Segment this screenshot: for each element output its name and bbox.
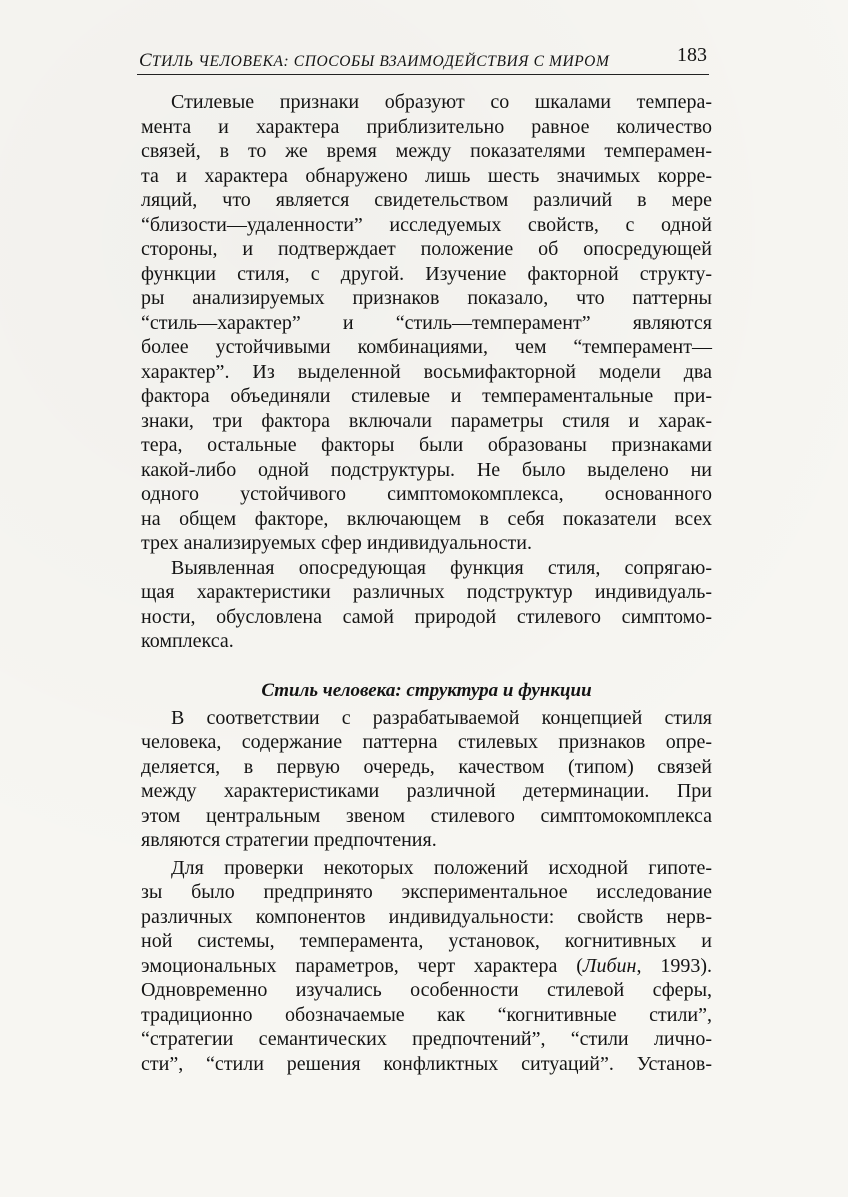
text-line: ности, обусловлена самой природой стилевого симптомо-: [141, 605, 712, 628]
text-line: знаки, три фактора включали параметры стиля и харак-: [141, 409, 712, 432]
text-line: “стиль—характер” и “стиль—темперамент” являются: [141, 311, 712, 334]
text-line: связей, в то же время между показателями темперамен-: [141, 140, 712, 162]
text-line: человека, содержание паттерна стилевых признаков опре-: [141, 731, 712, 753]
text-line: Одновременно изучались особенности стилевой сферы,: [141, 979, 712, 1001]
paragraph-1: [141, 90, 712, 556]
text-line-with-citation: [141, 954, 712, 979]
running-header-initial: С: [139, 50, 152, 71]
citation-suffix: , 1993).: [636, 954, 712, 977]
text-line: между характеристиками различной детерминации. При: [141, 780, 712, 802]
paragraph-4: [141, 856, 712, 1077]
text-line: более устойчивыми комбинациями, чем “темперамент—: [141, 336, 712, 358]
text-line: трех анализируемых сфер индивидуальности.: [141, 532, 532, 554]
paragraph-2: [141, 556, 712, 654]
text-line: традиционно обозначаемые как “когнитивные стили”,: [141, 1003, 712, 1026]
text-line: являются стратегии предпочтения.: [141, 829, 437, 851]
text-line: “стратегии семантических предпочтений”, “стили лично-: [141, 1028, 712, 1050]
text-line: различных компонентов индивидуальности: свойств нерв-: [141, 905, 712, 928]
running-header: [137, 40, 709, 75]
text-line: Стилевые признаки образуют со шкалами темпера-: [171, 91, 712, 113]
text-line: мента и характера приблизительно равное количество: [141, 115, 712, 138]
page-number: 183: [677, 44, 707, 66]
text-line: Выявленная опосредующая функция стиля, сопрягаю-: [171, 556, 712, 579]
text-line: фактора объединяли стилевые и темпераментальные при-: [141, 385, 712, 407]
text-line: какой-либо одной подструктуры. Не было выделено ни: [141, 458, 712, 481]
text-line: одного устойчивого симптомокомплекса, основанного: [141, 483, 712, 505]
running-header-title: [139, 50, 609, 72]
text-line: ляций, что является свидетельством различий в мере: [141, 189, 712, 211]
section-heading: Стиль человека: структура и функции: [261, 679, 592, 701]
text-line: стороны, и подтверждает положение об опосредующей: [141, 238, 712, 260]
text-line: зы было предпринято экспериментальное исследование: [141, 881, 712, 903]
text-line: деляется, в первую очередь, качеством (типом) связей: [141, 755, 712, 778]
text-line: “близости—удаленности” исследуемых свойств, с одной: [141, 213, 712, 236]
paragraph-3: [141, 706, 712, 853]
text-line: Для проверки некоторых положений исходной гипоте-: [171, 856, 712, 879]
text-line: ной системы, темперамента, установок, когнитивных и: [141, 930, 712, 952]
running-header-smallcaps: ТИЛЬ ЧЕЛОВЕКА: СПОСОБЫ ВЗАИМОДЕЙСТВИЯ С МИРОМ: [151, 53, 610, 70]
text-line: сти”, “стили решения конфликтных ситуаций”. Установ-: [141, 1052, 712, 1075]
text-line: характер”. Из выделенной восьмифакторной модели два: [141, 360, 712, 383]
text-line: ры анализируемых признаков показало, что паттерны: [141, 287, 712, 309]
body-text: [141, 90, 712, 1076]
text-line: тера, остальные факторы были образованы признаками: [141, 434, 712, 456]
text-line: В соответствии с разрабатываемой концепцией стиля: [171, 706, 712, 729]
citation-author: Либин: [582, 954, 637, 977]
text-line: комплекса.: [141, 630, 234, 652]
text-line: щая характеристики различных подструктур индивидуаль-: [141, 581, 712, 603]
text-line: этом центральным звеном стилевого симптомокомплекса: [141, 804, 712, 827]
citation-prefix: эмоциональных параметров, черт характера (: [141, 954, 583, 977]
text-line: функции стиля, с другой. Изучение факторной структу-: [141, 262, 712, 285]
text-line: та и характера обнаружено лишь шесть значимых корре-: [141, 164, 712, 187]
text-line: на общем факторе, включающем в себя показатели всех: [141, 507, 712, 530]
